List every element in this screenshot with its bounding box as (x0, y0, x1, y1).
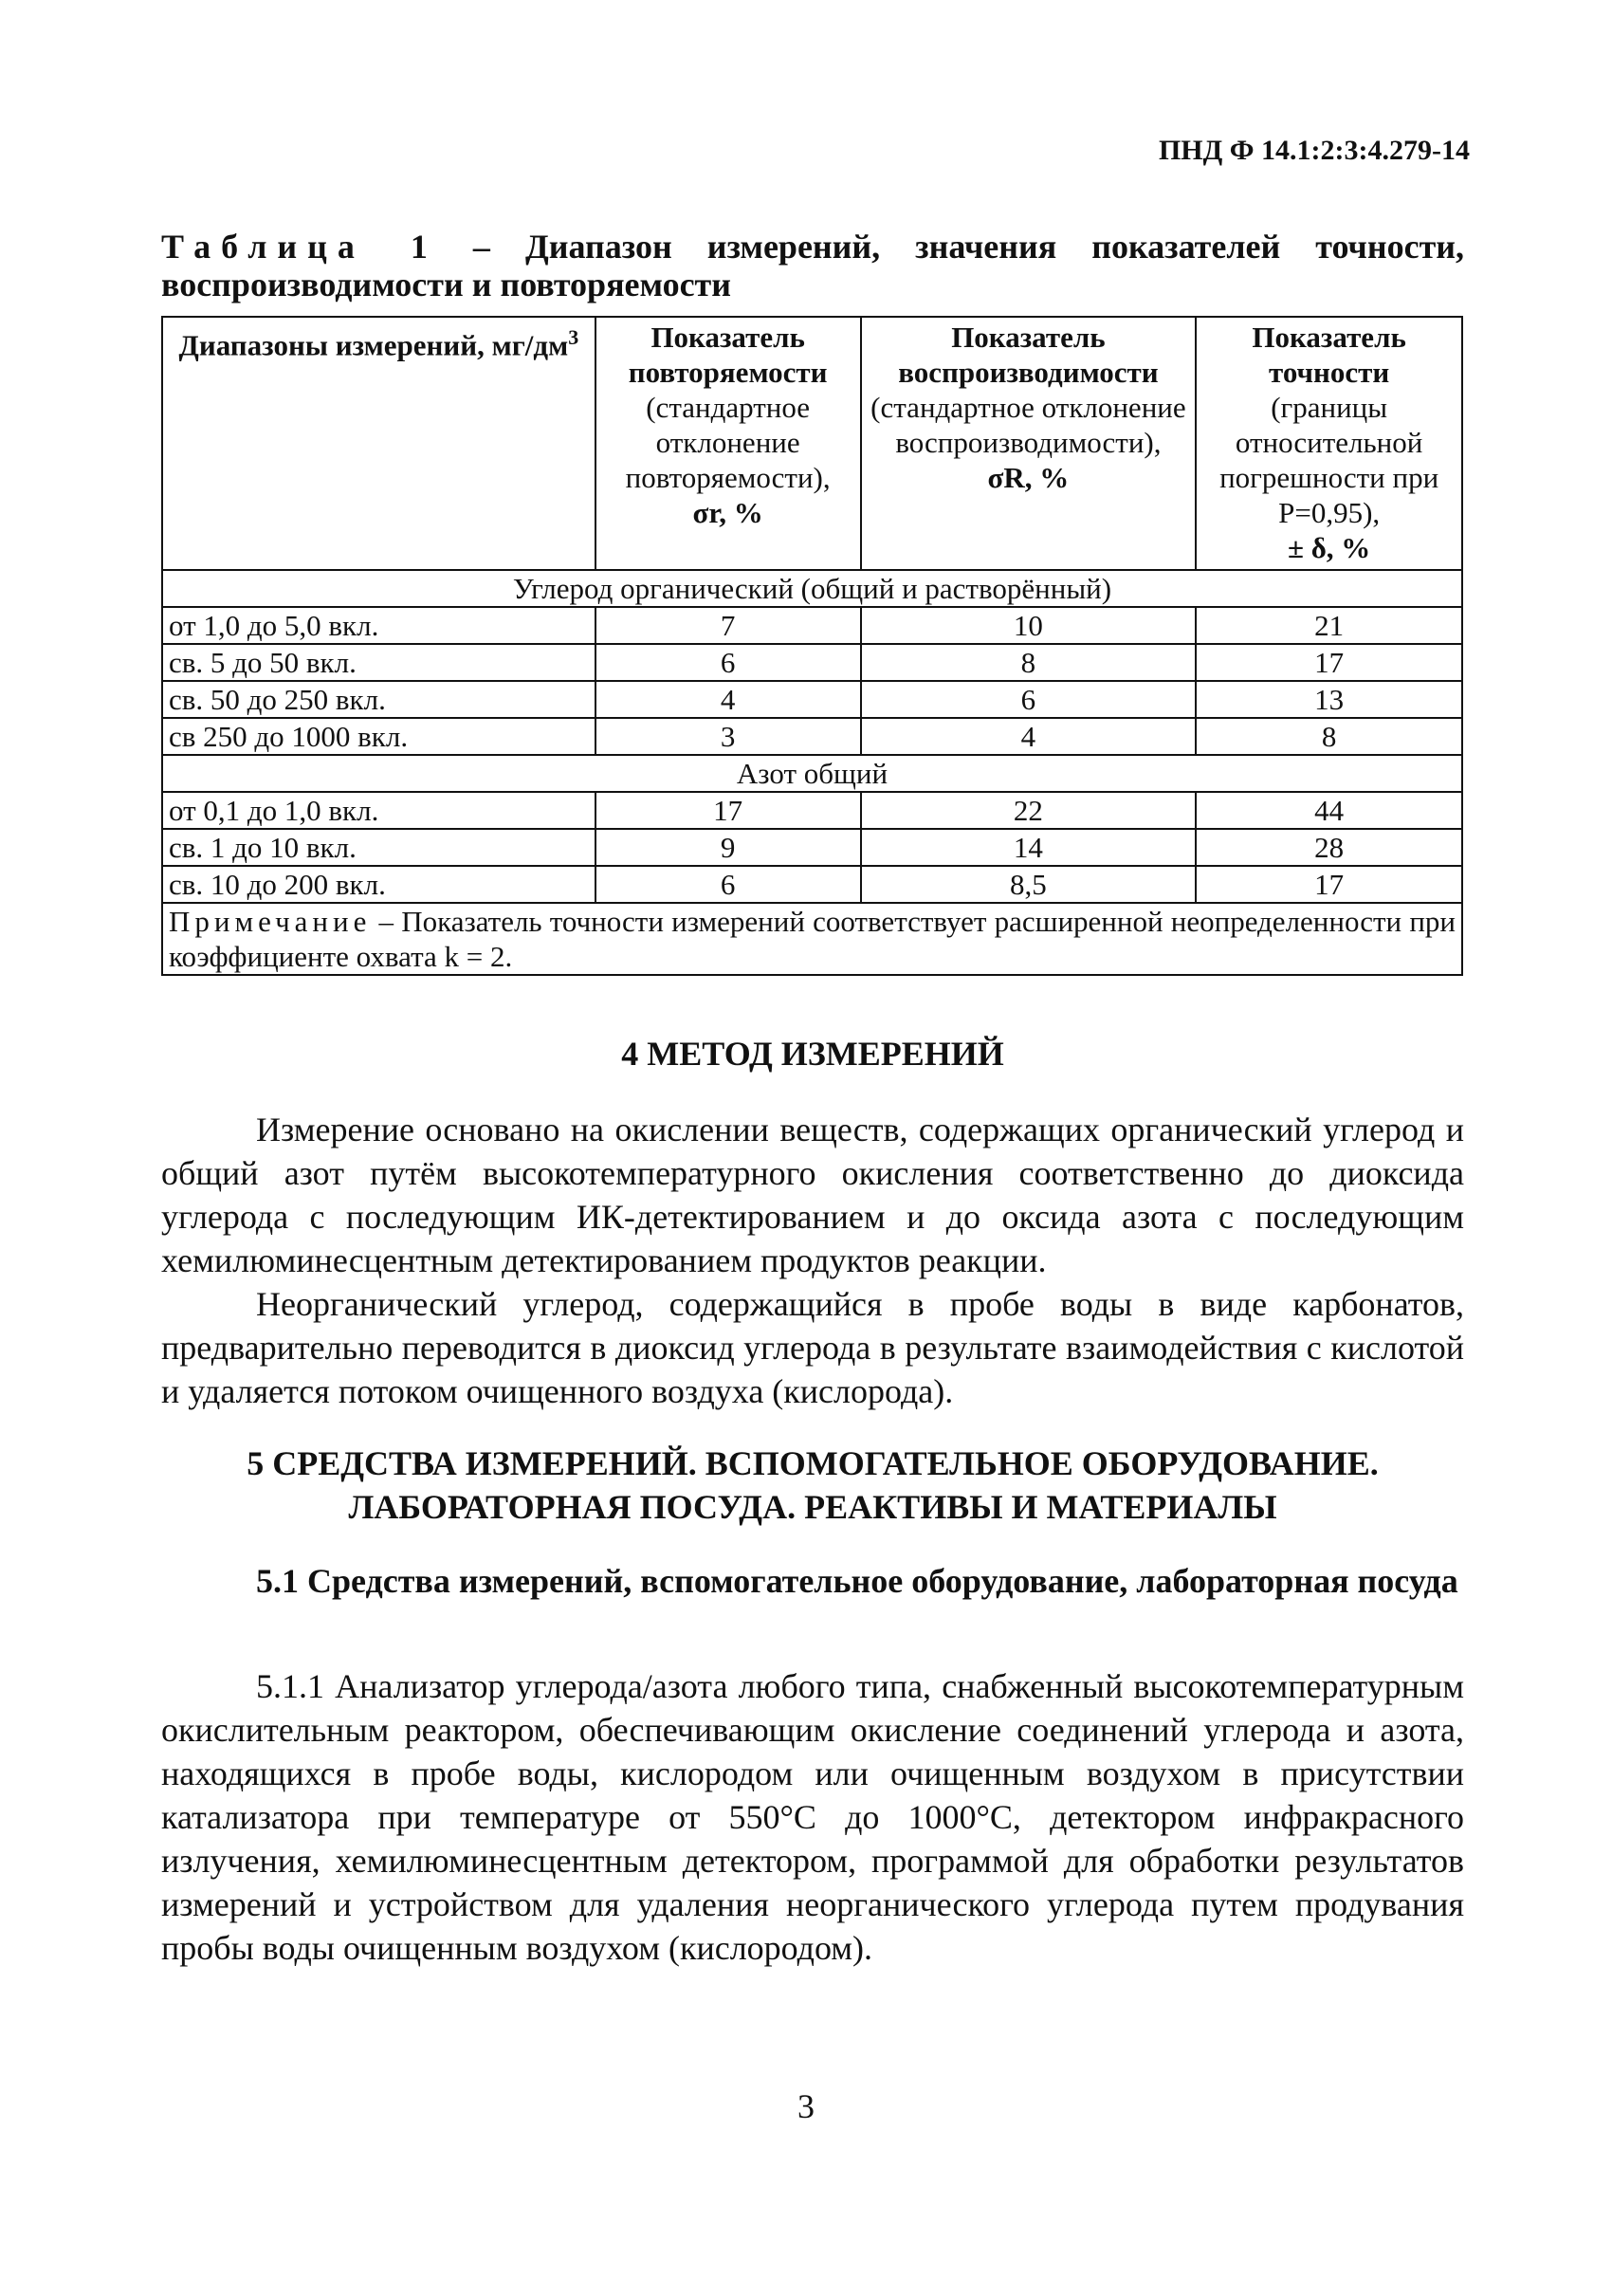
header-range-sup: 3 (568, 325, 579, 349)
range-cell: от 0,1 до 1,0 вкл. (162, 792, 595, 829)
range-cell: св. 1 до 10 вкл. (162, 829, 595, 866)
table-note-text: – Показатель точности измерений соответствует расширенной неопределенности при коэффициенте охвата k = 2. (169, 905, 1456, 973)
section-4-paragraph-1: Измерение основано на окислении веществ, содержащих органический углерод и общий азот путём высокотемпературного окисления соответственно до диоксида углерода с последующим ИК-детектированием и до оксида азота с последующим хемилюминесцентным детектированием продуктов реакции. (161, 1111, 1464, 1279)
range-cell: св 250 до 1000 вкл. (162, 718, 595, 755)
section-5-heading (161, 1442, 1464, 1529)
repeatability-cell: 7 (595, 607, 861, 644)
table-row (162, 829, 1462, 866)
reproducibility-cell: 6 (861, 681, 1197, 718)
accuracy-cell: 44 (1196, 792, 1462, 829)
range-cell: св. 50 до 250 вкл. (162, 681, 595, 718)
section-4-paragraph-2: Неорганический углерод, содержащийся в пробе воды в виде карбонатов, предварительно переводится в диоксид углерода в результате взаимодействия с кислотой и удаляется потоком очищенного воздуха (кислорода). (161, 1285, 1464, 1410)
header-reproducibility (861, 317, 1197, 570)
accuracy-table (161, 316, 1463, 976)
table-row (162, 792, 1462, 829)
header-reproducibility-symbol: σR, % (987, 461, 1070, 494)
range-cell: св. 10 до 200 вкл. (162, 866, 595, 903)
header-accuracy-symbol: ± δ, % (1287, 531, 1371, 564)
table-row (162, 644, 1462, 681)
reproducibility-cell: 8 (861, 644, 1197, 681)
table-note (162, 903, 1462, 975)
table-row (162, 866, 1462, 903)
table-note-prefix: Примечание (169, 905, 372, 938)
accuracy-cell: 21 (1196, 607, 1462, 644)
header-repeatability-symbol: σr, % (692, 496, 763, 529)
header-repeatability-title: Показатель повторяемости (628, 321, 828, 389)
table-caption-text: – Диапазон измерений, значения показателей точности, воспроизводимости и повторяемости (161, 228, 1464, 303)
accuracy-cell: 28 (1196, 829, 1462, 866)
reproducibility-cell: 22 (861, 792, 1197, 829)
repeatability-cell: 17 (595, 792, 861, 829)
accuracy-cell: 8 (1196, 718, 1462, 755)
header-accuracy (1196, 317, 1462, 570)
header-repeatability (595, 317, 861, 570)
table-note-row (162, 903, 1462, 975)
header-repeatability-desc: (стандартное отклонение повторяемости), (625, 391, 831, 494)
header-accuracy-title: Показатель точности (1252, 321, 1406, 389)
range-cell: от 1,0 до 5,0 вкл. (162, 607, 595, 644)
table-caption (161, 228, 1464, 303)
range-cell: св. 5 до 50 вкл. (162, 644, 595, 681)
accuracy-cell: 17 (1196, 644, 1462, 681)
reproducibility-cell: 10 (861, 607, 1197, 644)
reproducibility-cell: 4 (861, 718, 1197, 755)
page-number: 3 (797, 2087, 815, 2125)
group-row-carbon (162, 570, 1462, 607)
header-reproducibility-desc: (стандартное отклонение воспроизводимости), (870, 391, 1186, 459)
repeatability-cell: 4 (595, 681, 861, 718)
group-row-nitrogen (162, 755, 1462, 792)
table-row (162, 718, 1462, 755)
table-caption-prefix: Таблица 1 (161, 228, 438, 266)
repeatability-cell: 6 (595, 866, 861, 903)
table-row (162, 607, 1462, 644)
accuracy-cell: 17 (1196, 866, 1462, 903)
table-header-row (162, 317, 1462, 570)
group-name: Азот общий (162, 755, 1462, 792)
accuracy-cell: 13 (1196, 681, 1462, 718)
table-row (162, 681, 1462, 718)
header-range (162, 317, 595, 570)
reproducibility-cell: 14 (861, 829, 1197, 866)
repeatability-cell: 9 (595, 829, 861, 866)
repeatability-cell: 6 (595, 644, 861, 681)
header-accuracy-desc: (границы относительной погрешности при P=0,95), (1219, 391, 1439, 529)
header-range-label: Диапазоны измерений, мг/дм (178, 328, 569, 362)
section-4-heading: 4 МЕТОД ИЗМЕРЕНИЙ (621, 1035, 1004, 1073)
reproducibility-cell: 8,5 (861, 866, 1197, 903)
header-reproducibility-title: Показатель воспроизводимости (898, 321, 1159, 389)
document-code: ПНД Ф 14.1:2:3:4.279-14 (1158, 135, 1470, 166)
group-name: Углерод органический (общий и растворённый) (162, 570, 1462, 607)
section-5-1-heading: 5.1 Средства измерений, вспомогательное оборудование, лабораторная посуда (256, 1562, 1458, 1600)
section-5-heading-line-2: ЛАБОРАТОРНАЯ ПОСУДА. РЕАКТИВЫ И МАТЕРИАЛЫ (348, 1488, 1277, 1526)
section-5-1-1-paragraph: 5.1.1 Анализатор углерода/азота любого типа, снабженный высокотемпературным окислительным реактором, обеспечивающим окисление соединений углерода и азота, находящихся в пробе воды, кислородом или очищенным воздухом в присутствии катализатора при температуре от 550°С до 1000°С, детектором инфракрасного излучения, хемилюминесцентным детектором, программой для обработки результатов измерений и устройством для удаления неорганического углерода путем продувания пробы воды очищенным воздухом (кислородом). (161, 1667, 1464, 1967)
section-5-heading-line-1: 5 СРЕДСТВА ИЗМЕРЕНИЙ. ВСПОМОГАТЕЛЬНОЕ ОБОРУДОВАНИЕ. (247, 1444, 1379, 1482)
repeatability-cell: 3 (595, 718, 861, 755)
